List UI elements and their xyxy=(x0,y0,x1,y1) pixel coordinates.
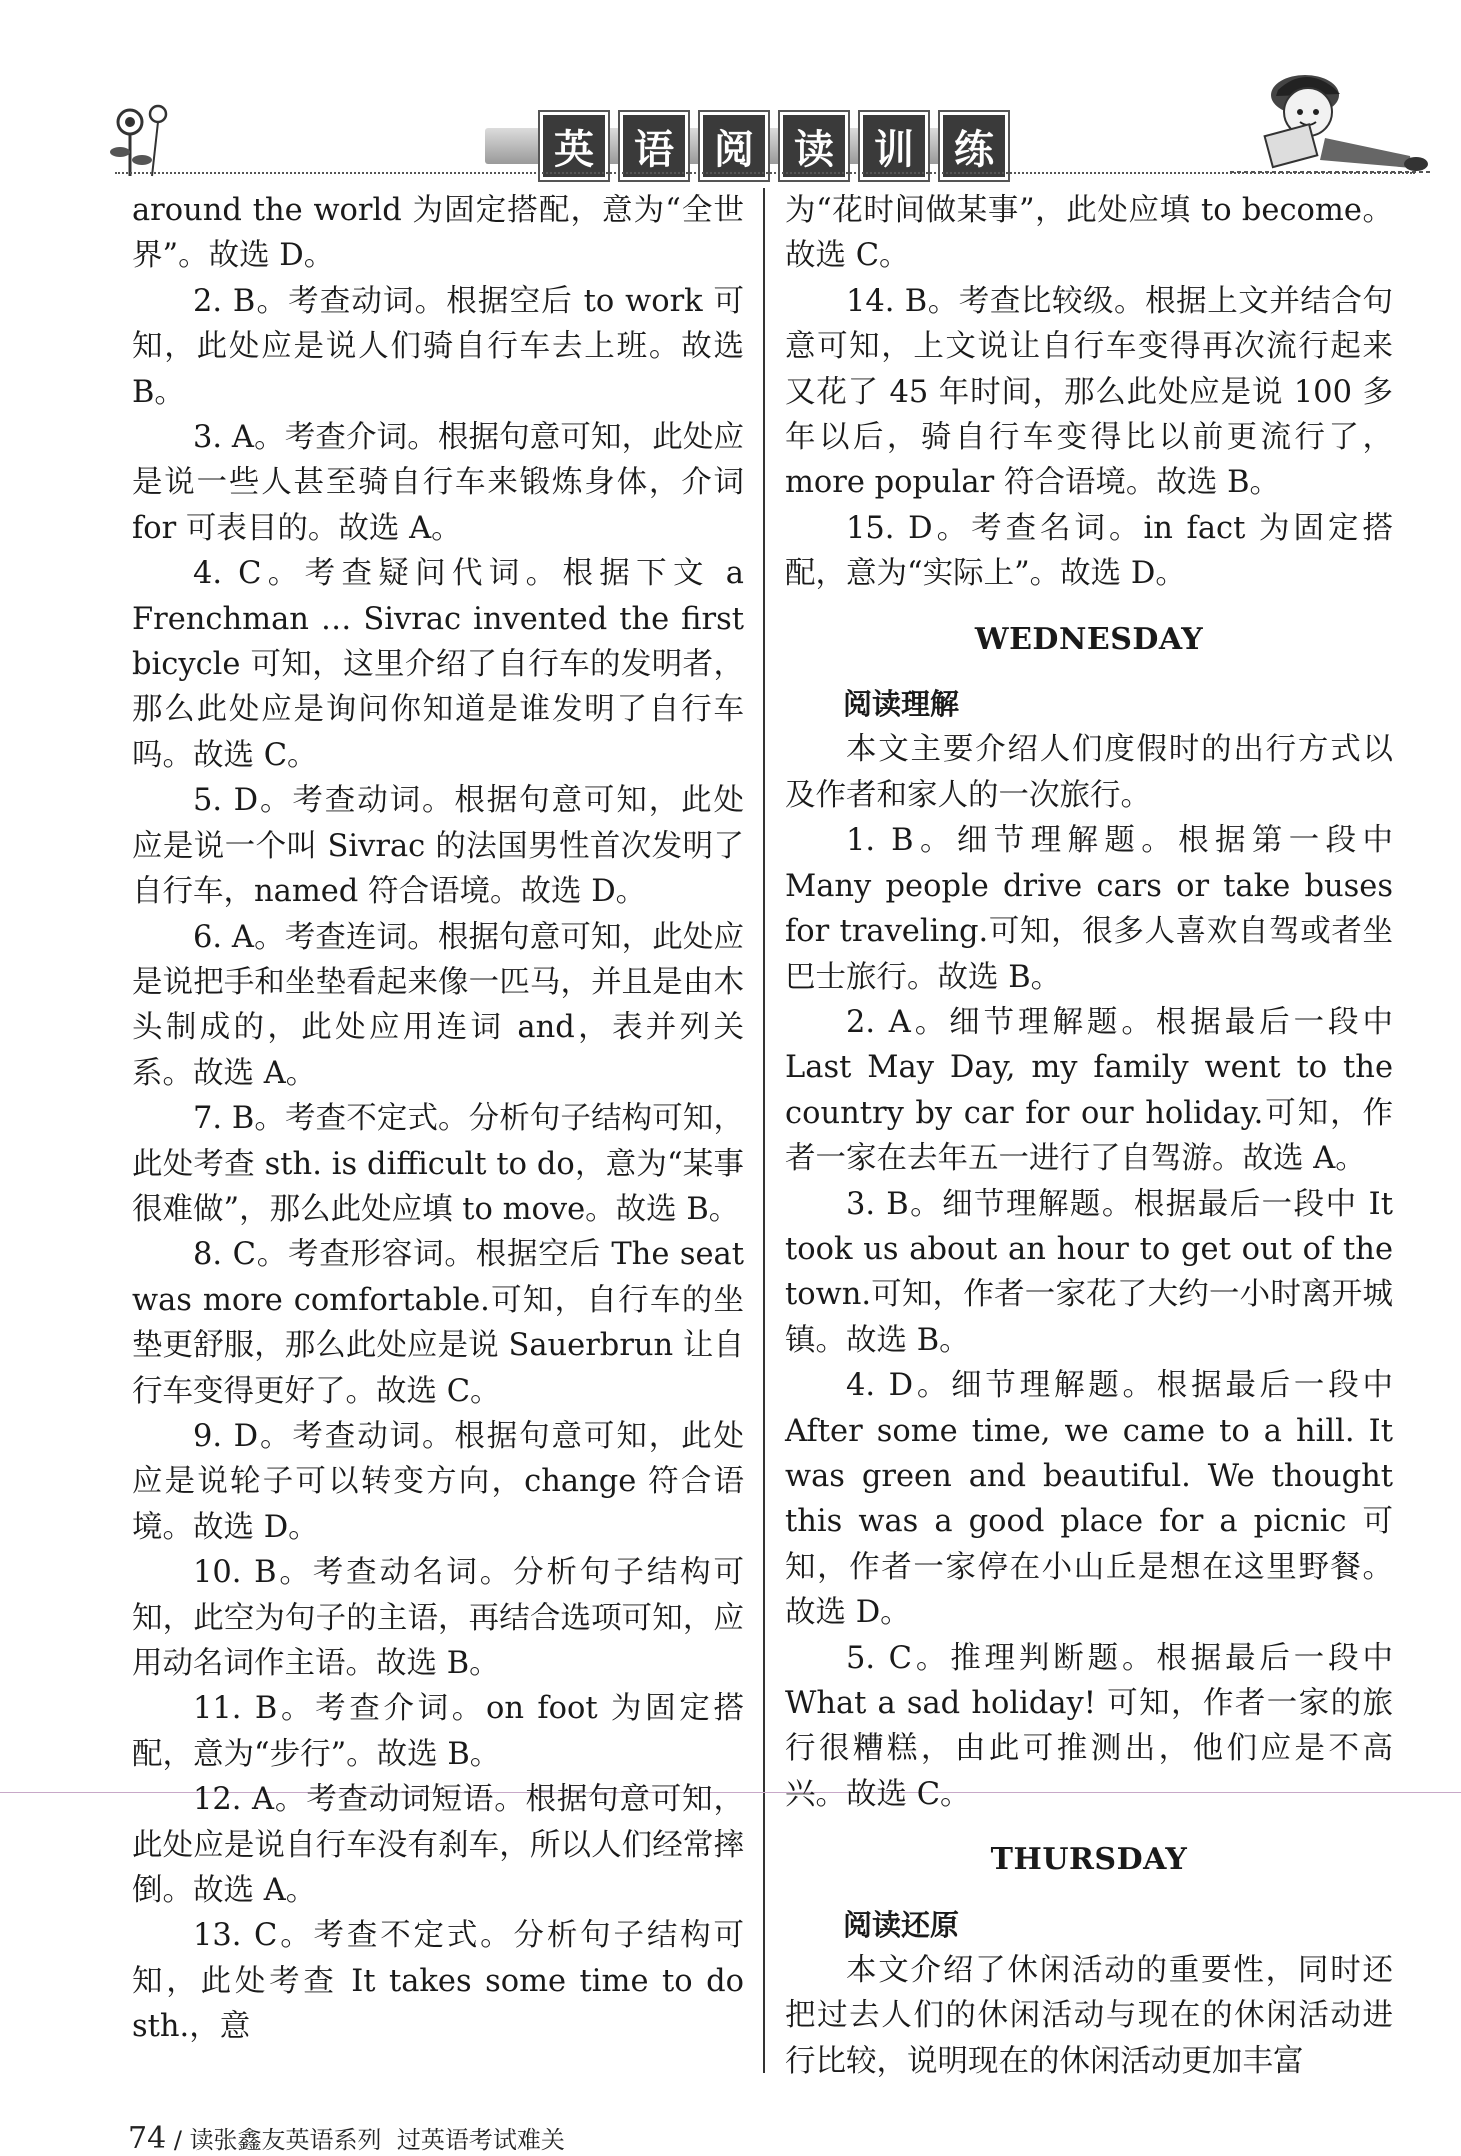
summary-paragraph: 本文介绍了休闲活动的重要性，同时还把过去人们的休闲活动与现在的休闲活动进行比较，说明现在的休闲活动更加丰富 xyxy=(785,1953,1393,2079)
subsection-heading: 阅读还原 xyxy=(843,1907,960,1942)
title-char: 训 xyxy=(860,112,928,180)
answer-paragraph: around the world 为固定搭配，意为“全世界”。故选 D。 xyxy=(132,193,744,274)
book-name: 过英语考试难关 xyxy=(396,2126,565,2154)
page-footer xyxy=(128,2120,565,2156)
series-name: 读张鑫友英语系列 xyxy=(189,2126,382,2154)
answer-paragraph: 3. B。细节理解题。根据最后一段中 It took us about an hour to get out of the town.可知，作者一家花了大约一小时离开城镇。故选 B。 xyxy=(785,1186,1393,1358)
answer-paragraph: 13. C。考查不定式。分析句子结构可知，此处考查 It takes some time to do sth.，意 xyxy=(132,1918,744,2045)
answer-paragraph: 5. C。推理判断题。根据最后一段中 What a sad holiday! 可知，作者一家的旅行很糟糕，由此可推测出，他们应是不高兴。故选 C。 xyxy=(785,1640,1393,1812)
footer-separator: / xyxy=(173,2126,182,2154)
answer-paragraph: 12. A。考查动词短语。根据句意可知，此处应是说自行车没有刹车，所以人们经常摔倒。故选 A。 xyxy=(132,1782,744,1909)
answer-paragraph: 5. D。考查动词。根据句意可知，此处应是说一个叫 Sivrac 的法国男性首次发明了自行车，named 符合语境。故选 D。 xyxy=(132,783,744,910)
answer-paragraph: 10. B。考查动名词。分析句子结构可知，此空为句子的主语，再结合选项可知，应用动名词作主语。故选 B。 xyxy=(132,1555,744,1681)
sunflower-icon xyxy=(100,100,180,180)
answer-paragraph: 6. A。考查连词。根据句意可知，此处应是说把手和坐垫看起来像一匹马，并且是由木头制成的，此处应用连词 and，表并列关系。故选 A。 xyxy=(132,919,744,1091)
column-divider xyxy=(763,188,765,2073)
series-title xyxy=(540,112,1008,180)
answer-paragraph: 为“花时间做某事”，此处应填 to become。故选 C。 xyxy=(785,193,1393,274)
summary-paragraph: 本文主要介绍人们度假时的出行方式以及作者和家人的一次旅行。 xyxy=(785,732,1393,813)
answer-paragraph: 8. C。考查形容词。根据空后 The seat was more comfortable.可知，自行车的坐垫更舒服，那么此处应是说 Sauerbrun 让自行车变得更好了。故选 C。 xyxy=(132,1237,744,1409)
answer-paragraph: 7. B。考查不定式。分析句子结构可知，此处考查 sth. is difficult to do，意为“某事很难做”，那么此处应填 to move。故选 B。 xyxy=(132,1101,744,1227)
answer-paragraph: 11. B。考查介词。on foot 为固定搭配，意为“步行”。故选 B。 xyxy=(132,1691,744,1772)
subsection-heading: 阅读理解 xyxy=(843,687,960,722)
answer-paragraph: 1. B。细节理解题。根据第一段中 Many people drive cars or take buses for traveling.可知，很多人喜欢自驾或者坐巴士旅行。故选 B。 xyxy=(785,823,1393,995)
reading-kid-illustration xyxy=(1230,60,1430,180)
title-char: 英 xyxy=(540,112,608,180)
title-char: 阅 xyxy=(700,112,768,180)
answer-paragraph: 4. D。细节理解题。根据最后一段中 After some time, we came to a hill. It was green and beautiful. We thought this was a good place for a picnic 可知，作者一家停在小山丘是想在这里野餐。故选 D。 xyxy=(785,1368,1393,1631)
answer-paragraph: 9. D。考查动词。根据句意可知，此处应是说轮子可以转变方向，change 符合语境。故选 D。 xyxy=(132,1418,744,1545)
answer-paragraph: 3. A。考查介词。根据句意可知，此处应是说一些人甚至骑自行车来锻炼身体，介词 for 可表目的。故选 A。 xyxy=(132,420,744,546)
left-column xyxy=(132,188,744,2050)
title-char: 读 xyxy=(780,112,848,180)
answer-paragraph: 14. B。考查比较级。根据上文并结合句意可知，上文说让自行车变得再次流行起来又花了 45 年时间，那么此处应是说 100 多年以后，骑自行车变得比以前更流行了，more popular 符合语境。故选 B。 xyxy=(785,283,1393,501)
answer-paragraph: 2. A。细节理解题。根据最后一段中 Last May Day, my family went to the country by car for our holiday.可知，作者一家在去年五一进行了自驾游。故选 A。 xyxy=(785,1004,1393,1177)
right-column xyxy=(785,188,1393,2084)
title-char: 语 xyxy=(620,112,688,180)
page-header xyxy=(0,0,1461,190)
answer-paragraph: 2. B。考查动词。根据空后 to work 可知，此处应是说人们骑自行车去上班。故选 B。 xyxy=(132,283,744,410)
title-char: 练 xyxy=(940,112,1008,180)
header-rule xyxy=(115,172,1415,174)
section-heading-thursday: THURSDAY xyxy=(990,1842,1188,1878)
page-number: 74 xyxy=(128,2121,167,2156)
section-heading-wednesday: WEDNESDAY xyxy=(974,621,1204,657)
answer-paragraph: 4. C。考查疑问代词。根据下文 a Frenchman … Sivrac invented the first bicycle 可知，这里介绍了自行车的发明者，那么此处应是询问你知道是谁发明了自行车吗。故选 C。 xyxy=(132,556,744,773)
answer-paragraph: 15. D。考查名词。in fact 为固定搭配，意为“实际上”。故选 D。 xyxy=(785,510,1393,592)
